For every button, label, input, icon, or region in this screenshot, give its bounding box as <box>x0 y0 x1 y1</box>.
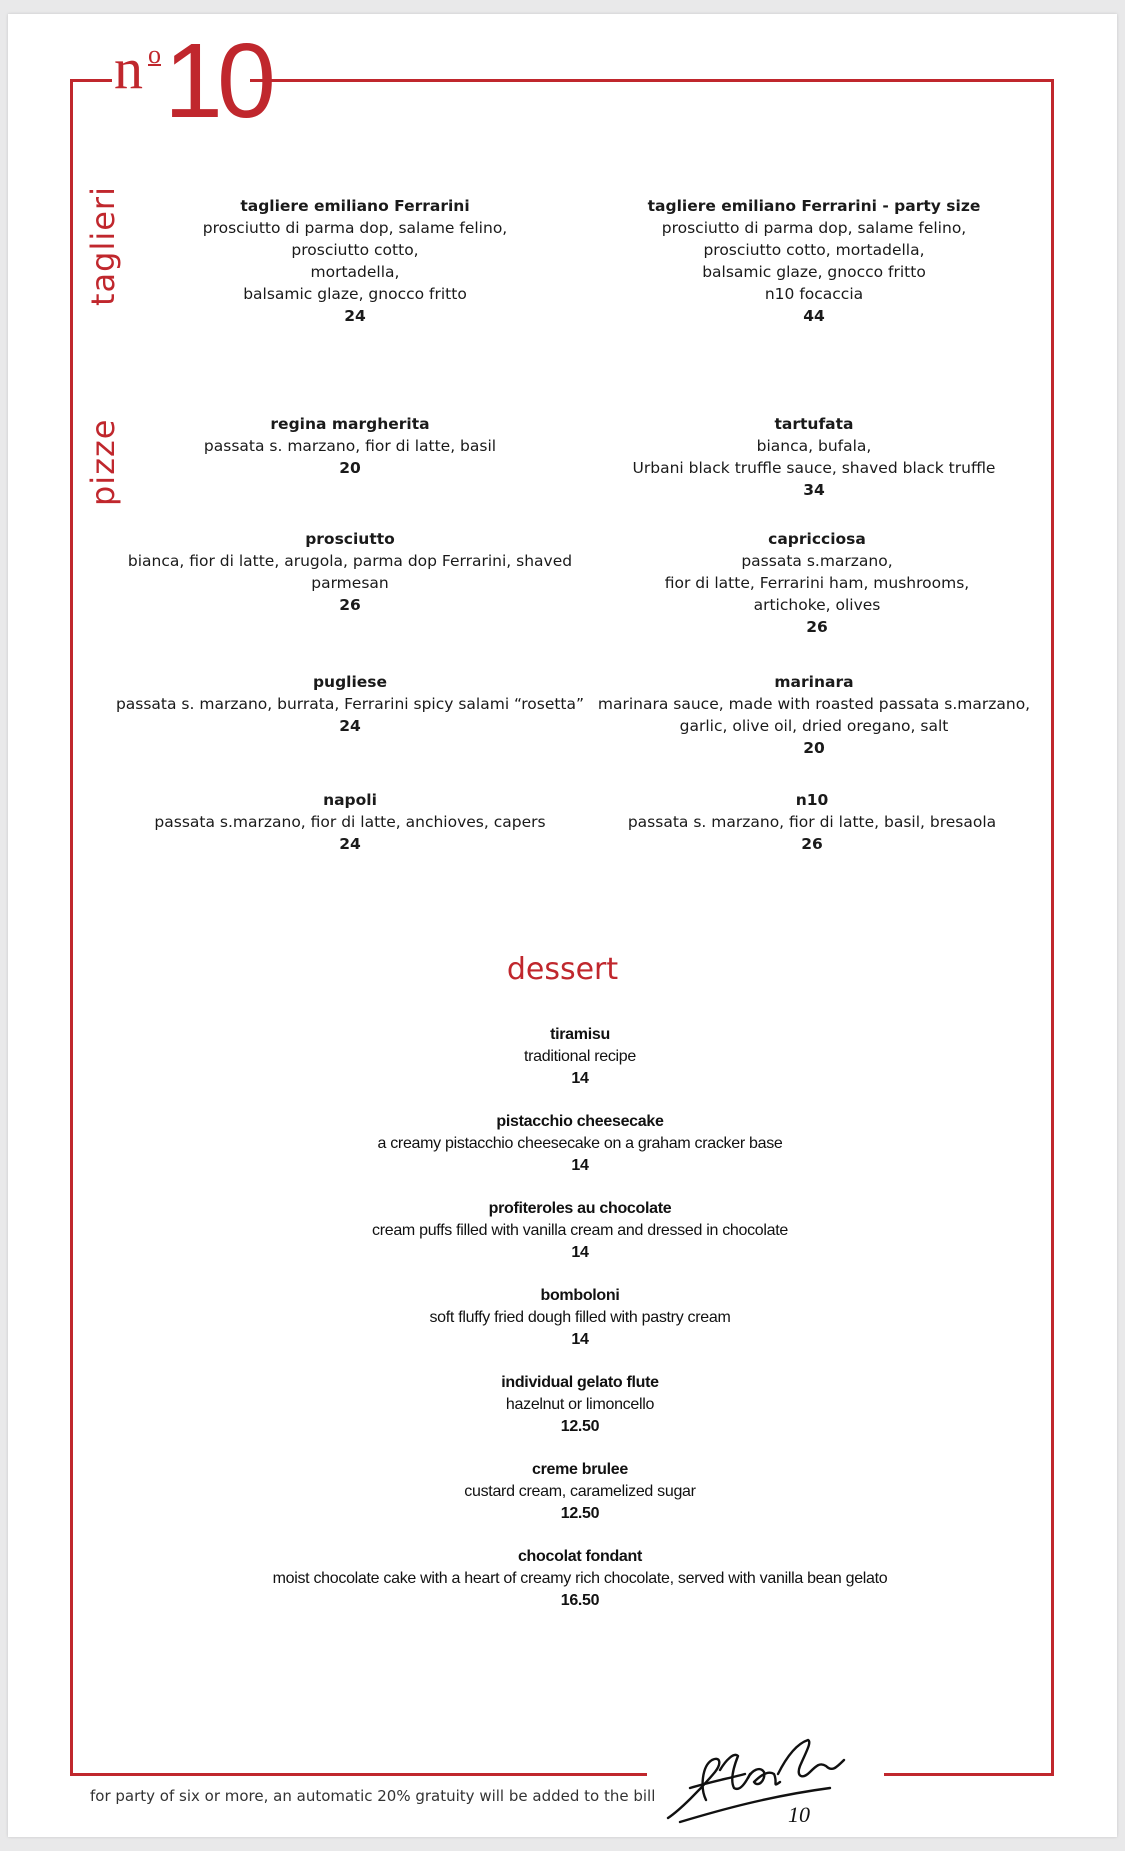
item-desc: moist chocolate cake with a heart of creamy rich chocolate, served with vanilla bean gelato <box>272 1570 888 1587</box>
menu-item-napoli <box>150 789 550 855</box>
item-name: profiteroles au chocolate <box>488 1200 672 1217</box>
item-desc-line: prosciutto di parma dop, salame felino, <box>202 219 508 237</box>
item-name: tagliere emiliano Ferrarini - party size <box>647 197 981 215</box>
menu-item-prosciutto <box>125 528 575 616</box>
menu-item-pugliese <box>110 671 590 737</box>
item-desc: soft fluffy fried dough filled with pastry cream <box>429 1309 731 1326</box>
item-price: 14 <box>571 1244 589 1261</box>
item-price: 26 <box>806 618 828 636</box>
item-desc: traditional recipe <box>524 1048 636 1065</box>
item-desc-line: artichoke, olives <box>753 596 881 614</box>
frame-border-top-right <box>250 79 1054 82</box>
menu-item-regina-margherita <box>150 413 550 479</box>
frame-border-left <box>70 79 73 1776</box>
item-desc: a creamy pistacchio cheesecake on a graham cracker base <box>377 1135 783 1152</box>
item-price: 24 <box>339 835 361 853</box>
item-desc-line: garlic, olive oil, dried oregano, salt <box>679 717 949 735</box>
item-price: 20 <box>339 459 361 477</box>
item-desc-line: prosciutto cotto, <box>291 241 419 259</box>
item-price: 34 <box>803 481 825 499</box>
item-name: marinara <box>774 673 854 691</box>
dessert-item-pistacchio-cheesecake <box>150 1111 1010 1177</box>
item-desc-line: passata s.marzano, fior di latte, anchioves, capers <box>154 813 546 831</box>
item-name: prosciutto <box>305 530 395 548</box>
item-desc-line: passata s. marzano, fior di latte, basil, bresaola <box>627 813 997 831</box>
menu-item-tagliere-party <box>634 195 994 327</box>
frame-border-top-left <box>70 79 112 82</box>
frame-border-bottom-left <box>70 1773 647 1776</box>
item-price: 12.50 <box>560 1505 600 1522</box>
logo-o: o <box>148 40 161 69</box>
item-desc-line: n10 focaccia <box>764 285 864 303</box>
dessert-item-bomboloni <box>150 1285 1010 1351</box>
item-desc-line: passata s. marzano, fior di latte, basil <box>203 437 497 455</box>
logo-number: 10 <box>164 22 270 140</box>
logo-n: n <box>114 36 143 101</box>
item-price: 24 <box>339 717 361 735</box>
item-name: capricciosa <box>768 530 866 548</box>
item-desc-line: passata s. marzano, burrata, Ferrarini spicy salami “rosetta” <box>115 695 585 713</box>
item-name: chocolat fondant <box>517 1548 643 1565</box>
item-name: pugliese <box>312 673 388 691</box>
item-desc: custard cream, caramelized sugar <box>464 1483 696 1500</box>
item-name: individual gelato flute <box>501 1374 659 1391</box>
frame-border-bottom-right <box>884 1773 1054 1776</box>
item-price: 14 <box>571 1331 589 1348</box>
item-name: creme brulee <box>531 1461 628 1478</box>
section-label-taglieri: taglieri <box>84 186 122 306</box>
item-name: pistacchio cheesecake <box>496 1113 664 1130</box>
item-price: 20 <box>803 739 825 757</box>
dessert-item-tiramisu <box>150 1024 1010 1090</box>
item-name: tiramisu <box>550 1026 610 1043</box>
item-desc-line: marinara sauce, made with roasted passata s.marzano, <box>597 695 1031 713</box>
item-price: 26 <box>339 596 361 614</box>
item-name: regina margherita <box>270 415 430 433</box>
item-price: 16.50 <box>560 1592 600 1609</box>
menu-item-tagliere-emiliano <box>195 195 515 327</box>
section-title-dessert: dessert <box>506 952 619 987</box>
item-desc: cream puffs filled with vanilla cream and dressed in chocolate <box>372 1222 788 1239</box>
signature-image <box>660 1730 860 1830</box>
item-price: 44 <box>803 307 825 325</box>
menu-item-n10 <box>612 789 1012 855</box>
item-desc-line: balsamic glaze, gnocco fritto <box>702 263 926 281</box>
dessert-item-creme-brulee <box>150 1459 1010 1525</box>
item-desc-line: Urbani black truffle sauce, shaved black truffle <box>632 459 996 477</box>
item-name: napoli <box>323 791 377 809</box>
dessert-item-chocolat-fondant <box>150 1546 1010 1612</box>
gratuity-note: for party of six or more, an automatic 20% gratuity will be added to the bill <box>90 1787 656 1805</box>
signature-numeral: 10 <box>788 1802 810 1827</box>
item-desc-line: prosciutto di parma dop, salame felino, <box>661 219 967 237</box>
menu-item-tartufata <box>614 413 1014 501</box>
item-desc-line: bianca, fior di latte, arugola, parma dop Ferrarini, shaved <box>127 552 573 570</box>
item-desc-line: mortadella, <box>310 263 400 281</box>
item-name: tartufata <box>774 415 854 433</box>
item-desc-line: passata s.marzano, <box>741 552 893 570</box>
item-desc: hazelnut or limoncello <box>505 1396 655 1413</box>
item-price: 26 <box>801 835 823 853</box>
item-price: 12.50 <box>560 1418 600 1435</box>
menu-item-capricciosa <box>617 528 1017 638</box>
restaurant-logo <box>114 22 270 140</box>
item-desc-line: bianca, bufala, <box>756 437 872 455</box>
dessert-item-gelato-flute <box>150 1372 1010 1438</box>
item-name: tagliere emiliano Ferrarini <box>240 197 470 215</box>
dessert-item-profiteroles <box>150 1198 1010 1264</box>
item-desc-line: prosciutto cotto, mortadella, <box>703 241 925 259</box>
item-desc-line: balsamic glaze, gnocco fritto <box>243 285 467 303</box>
item-desc-line: fior di latte, Ferrarini ham, mushrooms, <box>664 574 970 592</box>
menu-item-marinara <box>594 671 1034 759</box>
item-name: n10 <box>795 791 829 809</box>
item-name: bomboloni <box>540 1287 620 1304</box>
item-price: 24 <box>344 307 366 325</box>
item-price: 14 <box>571 1157 589 1174</box>
item-desc-line: parmesan <box>311 574 389 592</box>
section-label-pizze: pizze <box>84 418 122 506</box>
item-price: 14 <box>571 1070 589 1087</box>
frame-border-right <box>1051 79 1054 1776</box>
